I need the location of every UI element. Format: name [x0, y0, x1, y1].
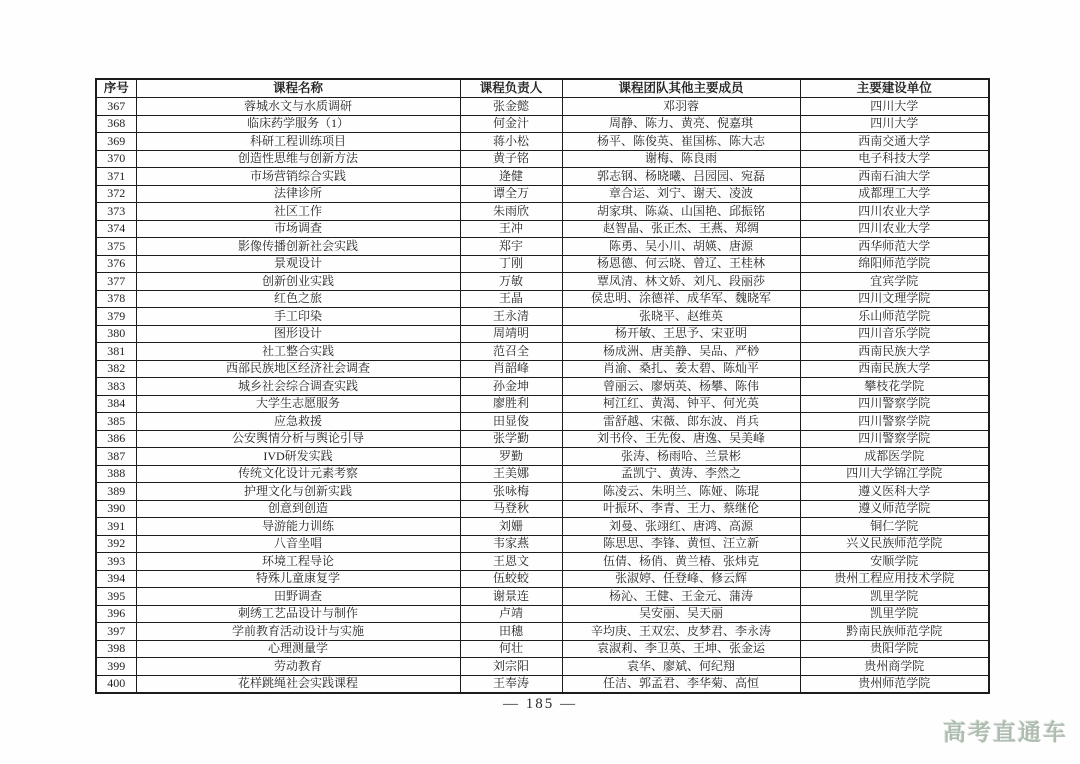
cell-seq: 386	[96, 430, 136, 448]
cell-team-members: 柯江红、黄渴、钟平、何光英	[562, 395, 800, 413]
cell-unit: 遵义医科大学	[800, 483, 989, 501]
cell-unit: 宜宾学院	[800, 273, 989, 291]
cell-seq: 370	[96, 150, 136, 168]
cell-unit: 四川文理学院	[800, 290, 989, 308]
cell-team-members: 杨成洲、唐美静、吴品、严桫	[562, 343, 800, 361]
cell-seq: 397	[96, 623, 136, 641]
cell-course-name: 护理文化与创新实践	[136, 483, 460, 501]
cell-seq: 396	[96, 605, 136, 623]
cell-seq: 399	[96, 658, 136, 676]
cell-course-name: 科研工程训练项目	[136, 133, 460, 151]
table-row	[96, 255, 989, 273]
cell-leader: 谢景连	[460, 588, 562, 606]
cell-unit: 四川警察学院	[800, 395, 989, 413]
cell-course-name: 景观设计	[136, 255, 460, 273]
column-header: 课程名称	[136, 79, 460, 98]
table-row	[96, 640, 989, 658]
cell-course-name: 大学生志愿服务	[136, 395, 460, 413]
cell-course-name: 西部民族地区经济社会调查	[136, 360, 460, 378]
table-row	[96, 220, 989, 238]
cell-team-members: 胡家琪、陈焱、山国艳、邱振铭	[562, 203, 800, 221]
table-row	[96, 185, 989, 203]
table-row	[96, 605, 989, 623]
cell-course-name: 特殊儿童康复学	[136, 570, 460, 588]
cell-leader: 王恩文	[460, 553, 562, 571]
cell-team-members: 邓羽蓉	[562, 98, 800, 116]
cell-course-name: 手工印染	[136, 308, 460, 326]
cell-unit: 四川警察学院	[800, 413, 989, 431]
cell-unit: 铜仁学院	[800, 518, 989, 536]
cell-leader: 万敏	[460, 273, 562, 291]
table-row	[96, 518, 989, 536]
cell-course-name: 创意到创造	[136, 500, 460, 518]
cell-unit: 凯里学院	[800, 605, 989, 623]
cell-seq: 371	[96, 168, 136, 186]
cell-seq: 379	[96, 308, 136, 326]
table-row	[96, 238, 989, 256]
cell-unit: 西南交通大学	[800, 133, 989, 151]
table-row	[96, 133, 989, 151]
cell-course-name: 创造性思维与创新方法	[136, 150, 460, 168]
cell-unit: 四川农业大学	[800, 203, 989, 221]
cell-team-members: 覃凤清、林文娇、刘凡、段丽莎	[562, 273, 800, 291]
column-header: 课程负责人	[460, 79, 562, 98]
table-row	[96, 413, 989, 431]
table-row	[96, 308, 989, 326]
cell-course-name: 红色之旅	[136, 290, 460, 308]
table-row	[96, 465, 989, 483]
cell-team-members: 张淑婷、任登峰、修云辉	[562, 570, 800, 588]
cell-unit: 四川大学锦江学院	[800, 465, 989, 483]
cell-leader: 田穗	[460, 623, 562, 641]
cell-seq: 382	[96, 360, 136, 378]
cell-leader: 马登秋	[460, 500, 562, 518]
cell-seq: 375	[96, 238, 136, 256]
cell-seq: 378	[96, 290, 136, 308]
cell-course-name: 图形设计	[136, 325, 460, 343]
cell-leader: 罗勤	[460, 448, 562, 466]
cell-course-name: 市场营销综合实践	[136, 168, 460, 186]
table-row	[96, 588, 989, 606]
cell-unit: 西南石油大学	[800, 168, 989, 186]
cell-leader: 卢靖	[460, 605, 562, 623]
cell-unit: 遵义师范学院	[800, 500, 989, 518]
cell-leader: 朱雨欣	[460, 203, 562, 221]
cell-course-name: 学前教育活动设计与实施	[136, 623, 460, 641]
table-header-row	[96, 79, 989, 98]
cell-team-members: 陈凌云、朱明兰、陈娅、陈琨	[562, 483, 800, 501]
cell-team-members: 肖渝、桑扎、姜太碧、陈灿平	[562, 360, 800, 378]
cell-course-name: 法律诊所	[136, 185, 460, 203]
cell-leader: 郑宇	[460, 238, 562, 256]
cell-unit: 四川农业大学	[800, 220, 989, 238]
cell-seq: 383	[96, 378, 136, 396]
table-row	[96, 500, 989, 518]
table-row	[96, 430, 989, 448]
cell-team-members: 杨恩德、何云晓、曾辽、王桂林	[562, 255, 800, 273]
table-row	[96, 658, 989, 676]
cell-course-name: 劳动教育	[136, 658, 460, 676]
cell-team-members: 杨平、陈俊英、崔国栋、陈大志	[562, 133, 800, 151]
table-row	[96, 98, 989, 116]
cell-leader: 何金汁	[460, 115, 562, 133]
table-row	[96, 203, 989, 221]
table-row	[96, 553, 989, 571]
cell-leader: 何壮	[460, 640, 562, 658]
cell-course-name: 田野调查	[136, 588, 460, 606]
cell-team-members: 刘书伶、王先俊、唐逸、吴美峰	[562, 430, 800, 448]
cell-leader: 田显俊	[460, 413, 562, 431]
cell-course-name: 蓉城水文与水质调研	[136, 98, 460, 116]
cell-course-name: IVD研发实践	[136, 448, 460, 466]
cell-seq: 373	[96, 203, 136, 221]
course-table	[95, 78, 990, 694]
table-row	[96, 360, 989, 378]
cell-unit: 成都理工大学	[800, 185, 989, 203]
cell-course-name: 市场调查	[136, 220, 460, 238]
cell-unit: 凯里学院	[800, 588, 989, 606]
cell-leader: 韦家燕	[460, 535, 562, 553]
cell-leader: 张学勤	[460, 430, 562, 448]
table-row	[96, 623, 989, 641]
cell-seq: 387	[96, 448, 136, 466]
cell-leader: 王美娜	[460, 465, 562, 483]
cell-team-members: 曾丽云、廖炳英、杨攀、陈伟	[562, 378, 800, 396]
cell-seq: 392	[96, 535, 136, 553]
cell-course-name: 公安舆情分析与舆论引导	[136, 430, 460, 448]
cell-seq: 377	[96, 273, 136, 291]
page-number: — 185 —	[503, 696, 577, 712]
cell-team-members: 陈思思、李锋、黄恒、汪立新	[562, 535, 800, 553]
table-row	[96, 395, 989, 413]
cell-course-name: 影像传播创新社会实践	[136, 238, 460, 256]
cell-leader: 蒋小松	[460, 133, 562, 151]
cell-leader: 范召全	[460, 343, 562, 361]
cell-team-members: 张晓平、赵维英	[562, 308, 800, 326]
cell-seq: 395	[96, 588, 136, 606]
cell-seq: 369	[96, 133, 136, 151]
cell-seq: 380	[96, 325, 136, 343]
cell-team-members: 杨沁、王健、王金元、蒲涛	[562, 588, 800, 606]
cell-team-members: 赵智晶、张正杰、王燕、郑绸	[562, 220, 800, 238]
cell-leader: 丁刚	[460, 255, 562, 273]
cell-seq: 398	[96, 640, 136, 658]
cell-team-members: 吴安丽、吴天丽	[562, 605, 800, 623]
table-row	[96, 273, 989, 291]
watermark-gaokao-zhitongche: 高考直通车	[943, 720, 1068, 745]
table-row	[96, 343, 989, 361]
cell-leader: 廖胜利	[460, 395, 562, 413]
cell-course-name: 刺绣工艺品设计与制作	[136, 605, 460, 623]
table-row	[96, 675, 989, 693]
cell-leader: 黄子铭	[460, 150, 562, 168]
cell-leader: 孙金坤	[460, 378, 562, 396]
cell-unit: 兴义民族师范学院	[800, 535, 989, 553]
cell-course-name: 心理测量学	[136, 640, 460, 658]
cell-team-members: 刘曼、张翊红、唐鸿、高源	[562, 518, 800, 536]
cell-course-name: 应急救援	[136, 413, 460, 431]
cell-team-members: 郭志钢、杨晓曦、吕园园、宛磊	[562, 168, 800, 186]
table-row	[96, 378, 989, 396]
cell-leader: 张金懿	[460, 98, 562, 116]
cell-team-members: 任洁、郭孟君、李华菊、高恒	[562, 675, 800, 693]
cell-leader: 张咏梅	[460, 483, 562, 501]
cell-course-name: 花样跳绳社会实践课程	[136, 675, 460, 693]
cell-seq: 400	[96, 675, 136, 693]
cell-unit: 乐山师范学院	[800, 308, 989, 326]
cell-course-name: 传统文化设计元素考察	[136, 465, 460, 483]
cell-seq: 381	[96, 343, 136, 361]
cell-unit: 贵州工程应用技术学院	[800, 570, 989, 588]
cell-unit: 电子科技大学	[800, 150, 989, 168]
cell-unit: 贵阳学院	[800, 640, 989, 658]
cell-seq: 367	[96, 98, 136, 116]
cell-seq: 385	[96, 413, 136, 431]
table-row	[96, 325, 989, 343]
cell-course-name: 环境工程导论	[136, 553, 460, 571]
cell-unit: 四川警察学院	[800, 430, 989, 448]
cell-leader: 肖韶峰	[460, 360, 562, 378]
cell-seq: 390	[96, 500, 136, 518]
cell-course-name: 城乡社会综合调查实践	[136, 378, 460, 396]
cell-team-members: 侯忠明、涂德祥、成华军、魏晓军	[562, 290, 800, 308]
cell-unit: 四川音乐学院	[800, 325, 989, 343]
cell-leader: 周靖明	[460, 325, 562, 343]
cell-team-members: 谢梅、陈良雨	[562, 150, 800, 168]
cell-seq: 384	[96, 395, 136, 413]
cell-team-members: 雷舒越、宋薇、郎东波、肖兵	[562, 413, 800, 431]
table-row	[96, 535, 989, 553]
table-row	[96, 483, 989, 501]
cell-unit: 成都医学院	[800, 448, 989, 466]
cell-team-members: 张涛、杨雨哈、兰景彬	[562, 448, 800, 466]
cell-seq: 394	[96, 570, 136, 588]
cell-seq: 393	[96, 553, 136, 571]
cell-seq: 374	[96, 220, 136, 238]
cell-team-members: 袁华、廖斌、何纪翔	[562, 658, 800, 676]
table-row	[96, 150, 989, 168]
cell-team-members: 杨开敏、王思予、宋亚明	[562, 325, 800, 343]
cell-leader: 王冲	[460, 220, 562, 238]
cell-seq: 388	[96, 465, 136, 483]
cell-leader: 伍蛟蛟	[460, 570, 562, 588]
table-row	[96, 448, 989, 466]
cell-course-name: 社工整合实践	[136, 343, 460, 361]
cell-team-members: 章合运、刘宁、谢天、凌波	[562, 185, 800, 203]
cell-course-name: 社区工作	[136, 203, 460, 221]
cell-leader: 刘宗阳	[460, 658, 562, 676]
cell-unit: 西南民族大学	[800, 360, 989, 378]
cell-unit: 贵州师范学院	[800, 675, 989, 693]
cell-leader: 王晶	[460, 290, 562, 308]
cell-team-members: 袁淑莉、李卫英、王坤、张金运	[562, 640, 800, 658]
cell-seq: 391	[96, 518, 136, 536]
table-row	[96, 168, 989, 186]
cell-unit: 黔南民族师范学院	[800, 623, 989, 641]
cell-leader: 王奉涛	[460, 675, 562, 693]
cell-course-name: 临床药学服务（1）	[136, 115, 460, 133]
cell-seq: 376	[96, 255, 136, 273]
cell-unit: 贵州商学院	[800, 658, 989, 676]
cell-course-name: 创新创业实践	[136, 273, 460, 291]
cell-unit: 安顺学院	[800, 553, 989, 571]
cell-unit: 攀枝花学院	[800, 378, 989, 396]
cell-seq: 389	[96, 483, 136, 501]
cell-team-members: 周静、陈力、黄亮、倪嘉琪	[562, 115, 800, 133]
cell-course-name: 导游能力训练	[136, 518, 460, 536]
cell-leader: 王永清	[460, 308, 562, 326]
cell-unit: 西南民族大学	[800, 343, 989, 361]
cell-leader: 谭全万	[460, 185, 562, 203]
cell-unit: 四川大学	[800, 98, 989, 116]
cell-team-members: 伍倩、杨俏、黄兰椿、张炜克	[562, 553, 800, 571]
cell-team-members: 陈勇、吴小川、胡媖、唐源	[562, 238, 800, 256]
column-header: 主要建设单位	[800, 79, 989, 98]
table-row	[96, 115, 989, 133]
table-row	[96, 290, 989, 308]
cell-unit: 绵阳师范学院	[800, 255, 989, 273]
cell-course-name: 八音坐唱	[136, 535, 460, 553]
cell-leader: 逄健	[460, 168, 562, 186]
column-header: 课程团队其他主要成员	[562, 79, 800, 98]
cell-unit: 西华师范大学	[800, 238, 989, 256]
cell-leader: 刘姗	[460, 518, 562, 536]
column-header: 序号	[96, 79, 136, 98]
cell-team-members: 叶振环、李青、王力、蔡继伦	[562, 500, 800, 518]
cell-team-members: 辛均庚、王双宏、皮梦君、李永涛	[562, 623, 800, 641]
cell-unit: 四川大学	[800, 115, 989, 133]
table-row	[96, 570, 989, 588]
cell-team-members: 孟凯宁、黄涛、李然之	[562, 465, 800, 483]
cell-seq: 368	[96, 115, 136, 133]
cell-seq: 372	[96, 185, 136, 203]
